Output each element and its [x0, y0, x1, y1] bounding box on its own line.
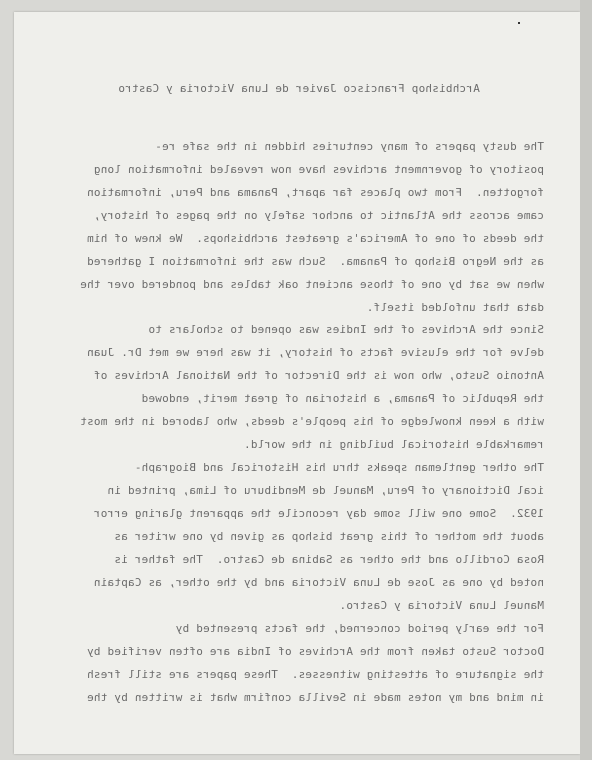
text-line: The other gentleman speaks thru his Historical and Biograph-: [134, 461, 544, 474]
text-line: came across the Atlantic to anchor safely on the pages of history,: [93, 209, 544, 222]
text-line: Antonio Susto, who now is the Director of the National Archives of: [93, 369, 544, 382]
text-line: when we sat by one of those ancient oak tables and pondered over the: [80, 278, 544, 291]
text-line: forgotten. From two places far apart, Panama and Peru, information: [86, 186, 544, 199]
text-line: ical Dictionary of Peru, Manuel de Mendiburu of Lima, printed in: [107, 484, 544, 497]
text-line: about the mother of this great bishop as given by one writer as: [114, 530, 544, 543]
text-line: data that unfolded itself.: [366, 301, 544, 314]
text-line: pository of government archives have now revealed information long: [93, 163, 544, 176]
text-line: the Republic of Panama, a historian of great merit, endowed: [141, 392, 544, 405]
text-line: Rosa Cordillo and the other as Sabina de Castro. The father is: [114, 553, 544, 566]
text-line: in mind and my notes made in Sevilla confirm what is written by the: [86, 691, 544, 704]
page-title: Archbishop Francisco Javier de Luna Victoria y Castro: [118, 82, 480, 95]
text-line: noted by one as Jose de Luna Victoria and by the other, as Captain: [93, 576, 544, 589]
text-line: Manuel Luna Victoria y Castro.: [339, 599, 544, 612]
text-line: The dusty papers of many centuries hidden in the safe re-: [155, 140, 544, 153]
text-line: the deeds of one of America's greatest archbishops. We knew of him: [86, 232, 544, 245]
text-line: remarkable historical building in the world.: [243, 438, 544, 451]
text-line: Since the Archives of the Indies was opened to scholars to: [148, 323, 544, 336]
text-line: with a keen knowledge of his people's deeds, who labored in the most: [80, 415, 544, 428]
text-line: delve for the elusive facts of history, it was here we met Dr. Juan: [86, 346, 544, 359]
text-line: For the early period concerned, the facts presented by: [175, 622, 544, 635]
text-line: 1932. Some one will some day reconcile the apparent glaring error: [93, 507, 544, 520]
text-line: as the Negro Bishop of Panama. Such was the information I gathered: [86, 255, 544, 268]
text-line: the signature of attesting witnesses. These papers are still fresh: [86, 668, 544, 681]
text-line: Doctor Susto taken from the Archives of India are often verified by: [86, 645, 544, 658]
